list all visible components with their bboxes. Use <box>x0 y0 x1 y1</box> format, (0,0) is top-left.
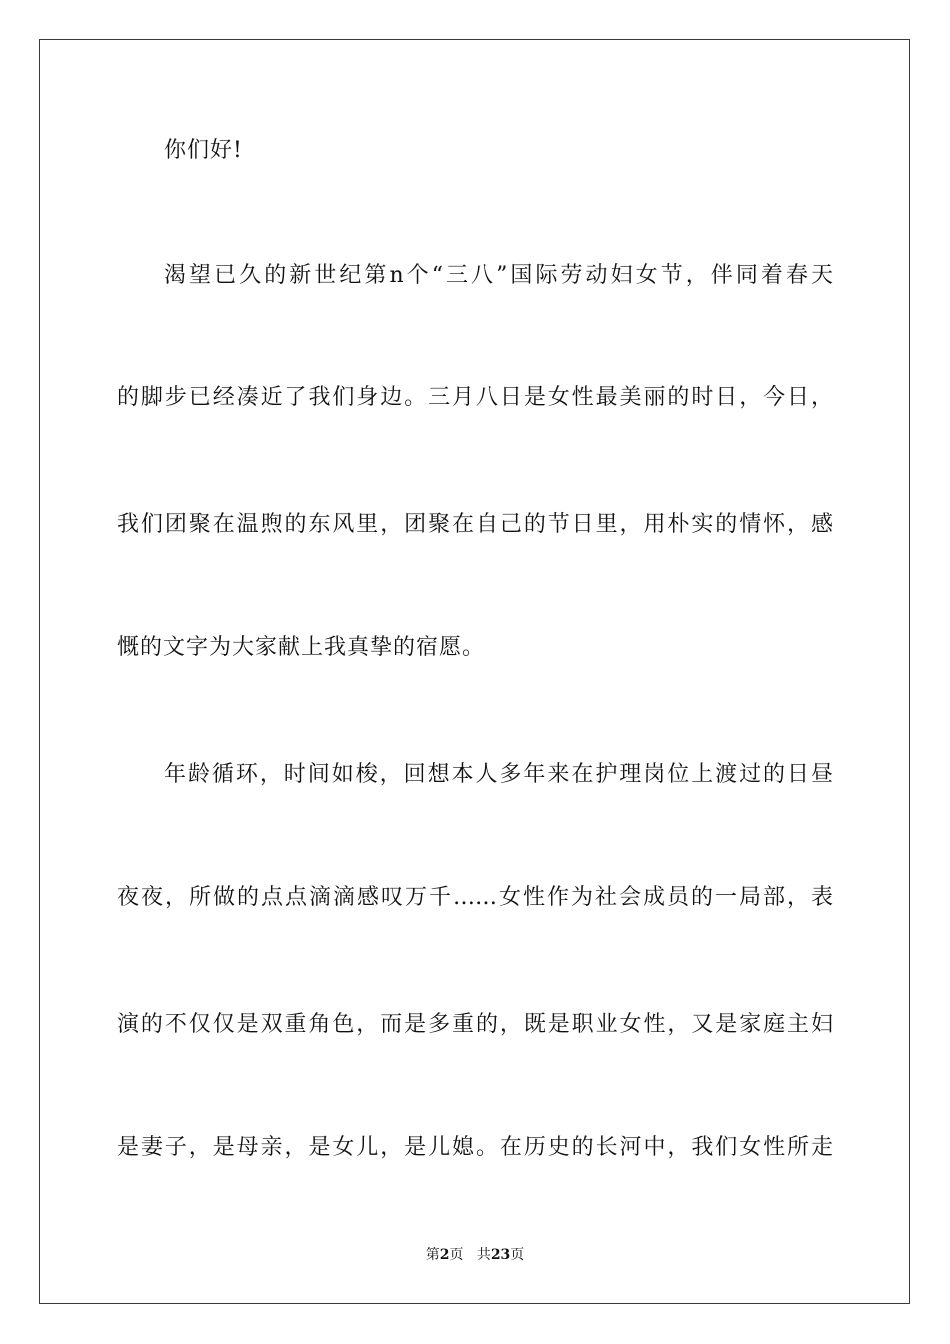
paragraph-2-line-1: 年龄循环，时间如梭，回想本人多年来在护理岗位上渡过的日昼 <box>164 762 833 787</box>
paragraph-2-line-2: 夜夜，所做的点点滴滴感叹万千……女性作为社会成员的一局部，表 <box>117 885 833 910</box>
greeting-line: 你们好! <box>164 138 243 163</box>
paragraph-1-line-2: 的脚步已经凑近了我们身边。三月八日是女性最美丽的时日，今日， <box>117 385 833 410</box>
footer-page-prefix: 第 <box>425 1247 440 1263</box>
paragraph-1-line-4: 慨的文字为大家献上我真挚的宿愿。 <box>117 635 486 660</box>
page-border <box>39 39 910 1304</box>
footer-page-suffix: 页 <box>449 1247 464 1263</box>
page-footer <box>0 1245 950 1265</box>
footer-total-pages: 23 <box>490 1247 511 1263</box>
paragraph-1-line-1: 渴望已久的新世纪第n个“三八”国际劳动妇女节，伴同着春天 <box>164 263 833 288</box>
footer-total-suffix: 页 <box>510 1247 525 1263</box>
paragraph-2-line-4: 是妻子，是母亲，是女儿，是儿媳。在历史的长河中，我们女性所走 <box>117 1135 833 1160</box>
footer-page-number: 2 <box>439 1247 450 1263</box>
paragraph-2-line-3: 演的不仅仅是双重角色，而是多重的，既是职业女性，又是家庭主妇 <box>117 1012 833 1037</box>
paragraph-1-line-3: 我们团聚在温煦的东风里，团聚在自己的节日里，用朴实的情怀，感 <box>117 512 833 537</box>
footer-total-prefix: 共 <box>476 1247 491 1263</box>
